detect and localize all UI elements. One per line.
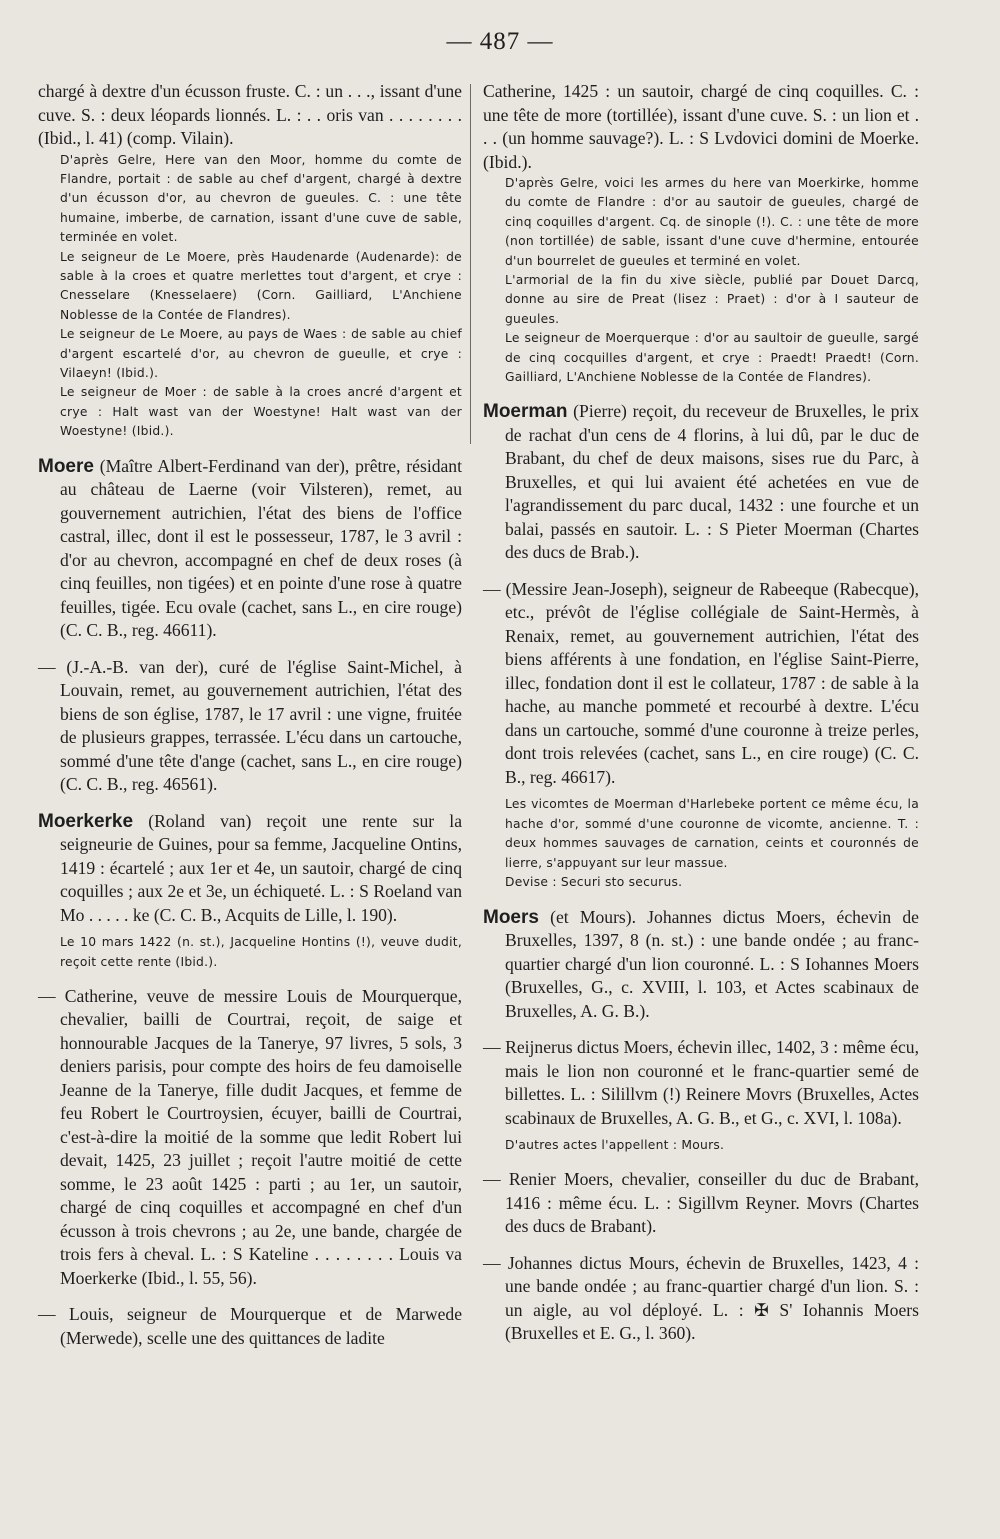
- paragraph-text: — Johannes dictus Mours, échevin de Bruxelles, 1423, 4 : une bande ondée ; au franc-quartier chargé d'un lion. S. : un aigle, au vol déployé. L. : ✠ S' Iohannis Moers (Bruxelles et E. G., l. 360).: [483, 1252, 919, 1344]
- paragraph-text: — (Messire Jean-Joseph), seigneur de Rabeeque (Rabecque), etc., prévôt de l'église collégiale de Saint-Hermès, à Renaix, remet, au gouvernement autrichien, l'état des biens afférents à une fondation, en l'église Saint-Pierre, illec, fondation dont il est le collateur, 1787 : de sable à la hache, au manche pommeté et recourbé à dextre. L'écu dans un cartouche, sommé d'une couronne à treize perles, dont trois relevées (cachet, sans L., en cire rouge) (C. C. B., reg. 46617).: [483, 578, 919, 787]
- left-column: [38, 80, 462, 1350]
- paragraph: [483, 1252, 919, 1346]
- paragraph-text: — Reijnerus dictus Moers, échevin illec, 1402, 3 : même écu, mais le lion non couronné et le franc-quartier semé de billettes. L. : Silillvm (!) Reinere Movrs (Bruxelles, Actes scabinaux de Bruxelles, A. G. B., et G., c. XVI, l. 108a).: [483, 1037, 919, 1128]
- paragraph: [505, 271, 919, 329]
- paragraph-text: D'après Gelre, Here van den Moor, homme du comte de Flandre, portait : de sable au chef d'argent, chargé à dextre d'un écusson d'or, au chevron de gueules. C. : une tête humaine, imberbe, de carnation, issant d'une cuve de sable, terminée en volet.: [60, 152, 462, 245]
- paragraph: [483, 1036, 919, 1130]
- page-number: — 487 —: [446, 28, 554, 55]
- paragraph-text: (et Mours). Johannes dictus Moers, échevin de Bruxelles, 1397, 8 (n. st.) : une bande ondée ; au franc-quartier chargé d'un lion couronné. L. : S Iohannes Moers (Bruxelles, G., c. XVIII, l. 103, et Actes scabinaux de Bruxelles, A. G. B.).: [505, 906, 919, 1021]
- paragraph: [60, 325, 462, 383]
- paragraph: [38, 656, 462, 797]
- paragraph-text: — Louis, seigneur de Mourquerque et de Marwede (Merwede), scelle une des quittances de ladite: [38, 1304, 462, 1348]
- paragraph-text: D'autres actes l'appellent : Mours.: [505, 1138, 725, 1152]
- paragraph: [483, 80, 919, 174]
- paragraph-text: (Maître Albert-Ferdinand van der), prêtre, résidant au château de Laerne (voir Vilsteren), remet, au gouvernement autrichien, l'état des biens de l'office castral, illec, dont il est le possesseur, 1787, le 3 avril : d'or au chevron, accompagné en chef de deux roses (à cinq feuilles, non tigées) et en pointe d'une rose à quatre feuilles, tigée. Ecu ovale (cachet, sans L., en cire rouge) (C. C. B., reg. 46611).: [60, 455, 462, 641]
- paragraph-text: L'armorial de la fin du xive siècle, publié par Douet Darcq, donne au sire de Preat (lisez : Praet) : d'or à I sauteur de gueules.: [505, 273, 919, 326]
- paragraph-text: Devise : Securi sto securus.: [505, 875, 683, 890]
- paragraph: [505, 329, 919, 387]
- paragraph: [505, 873, 919, 892]
- paragraph-text: Le seigneur de Le Moere, près Haudenarde (Audenarde): de sable à la croes et quatre merlettes tout d'argent, et crye : Cnesselare (Knesselaere) (Corn. Gailliard, L'Anchiene Noblesse de la Contée de Flandres).: [60, 249, 462, 322]
- paragraph: [60, 383, 462, 441]
- right-column: [483, 80, 919, 1346]
- paragraph-text: Le seigneur de Moerquerque : d'or au saultoir de gueulle, sargé de cinq cocquilles d'argent, et crye : Praedt! Praedt! (Corn. Gailliard, L'Anchiene Noblesse de la Contée de Flandres).: [505, 331, 919, 385]
- paragraph-text: Le seigneur de Le Moere, au pays de Waes : de sable au chief d'argent escartelé d'or, au chevron de gueulle, et crye : Vilaeyn! (Ibid.).: [60, 327, 462, 380]
- paragraph: [60, 933, 462, 972]
- paragraph-text: — (J.-A.-B. van der), curé de l'église Saint-Michel, à Louvain, remet, au gouvernement autrichien, l'état des biens de son église, 1787, le 17 avril : une vigne, fruitée de plusieurs grappes, terrassée. L'écu dans un cartouche, sommé d'une tête d'ange (cachet, sans L., en cire rouge) (C. C. B., reg. 46561).: [38, 656, 462, 795]
- paragraph-text: Le seigneur de Moer : de sable à la croes ancré d'argent et crye : Halt wast van der Woestyne! Halt wast van der Woestyne! (Ibid.).: [60, 385, 462, 439]
- paragraph-text: (Pierre) reçoit, du receveur de Bruxelles, le prix de rachat d'un cens de 4 florins, à lui dû, par le duc de Brabant, du chef de deux maisons, sises rue du Parc, à Bruxelles, et qui lui avaient été achetées en vue de l'agrandissement du parc ducal, 1432 : une fourche et un balai, passés en sautoir. L. : S Pieter Moerman (Chartes des ducs de Brab.).: [505, 401, 919, 563]
- paragraph: [38, 985, 462, 1291]
- paragraph: [505, 795, 919, 873]
- entry-headword: Moere: [38, 455, 94, 477]
- paragraph: [38, 1303, 462, 1350]
- entry-headword: Moerkerke: [38, 810, 134, 832]
- paragraph: [60, 248, 462, 326]
- paragraph: [505, 174, 919, 271]
- paragraph: [483, 906, 919, 1024]
- paragraph-text: chargé à dextre d'un écusson fruste. C. : un . . ., issant d'une cuve. S. : deux léopards lionnés. L. : . . oris van . . . . . . . . (Ibid., l. 41) (comp. Vilain).: [38, 81, 462, 148]
- paragraph: [483, 1168, 919, 1239]
- paragraph: [483, 578, 919, 790]
- paragraph-text: (Roland van) reçoit une rente sur la seigneurie de Guines, pour sa femme, Jacqueline Ontins, 1419 : écartelé ; aux 1er et 4e, un sautoir, chargé de cinq coquilles ; aux 2e et 3e, un échiqueté. L. : S Roeland van Mo . . . . . ke (C. C. B., Acquits de Lille, l. 190).: [60, 810, 462, 925]
- paragraph: [483, 400, 919, 565]
- paragraph: [38, 810, 462, 928]
- paragraph-text: — Renier Moers, chevalier, conseiller du duc de Brabant, 1416 : même écu. L. : Sigillvm Reyner. Movrs (Chartes des ducs de Brabant).: [483, 1169, 919, 1237]
- column-divider: [470, 84, 471, 444]
- paragraph: [60, 151, 462, 248]
- paragraph: [38, 80, 462, 151]
- paragraph: [38, 455, 462, 643]
- paragraph-text: D'après Gelre, voici les armes du here van Moerkirke, homme du comte de Flandre : d'or au sautoir de gueules, chargé de cinq coquilles d'argent. Cq. de sinople (!). C. : une tête de more (non tortillée) de sable, issant d'une cuve d'hermine, entourée d'un bourrelet de gueules et terminé en volet.: [505, 176, 919, 268]
- paragraph-text: — Catherine, veuve de messire Louis de Mourquerque, chevalier, bailli de Courtrai, reçoit, de saige et honnourable Jacques de la Tanerye, 97 livres, 5 sols, 3 deniers parisis, pour compte des hoirs de feu damoiselle Jeanne de la Tanerye, fille dudit Jacques, et femme de feu Robert le Courtroysien, écuyer, bailli de Courtrai, c'est-à-dire la moitié de la somme que ledit Robert lui devait, 1425, 23 juillet ; reçoit l'autre moitié de cette somme, le 23 août 1425 : parti ; au 1er, un sautoir, chargé de cinq coquilles et accompagné en chef d'un écusson à trois chevrons ; au 2e, une bande, chargée de trois fers à cheval. L. : S Kateline . . . . . . . . Louis va Moerkerke (Ibid., l. 55, 56).: [38, 985, 462, 1288]
- paragraph-text: Le 10 mars 1422 (n. st.), Jacqueline Hontins (!), veuve dudit, reçoit cette rente (Ibid.).: [60, 935, 462, 969]
- entry-headword: Moers: [483, 906, 539, 928]
- paragraph-text: Catherine, 1425 : un sautoir, chargé de cinq coquilles. C. : une tête de more (tortillée), issant d'une cuve. S. : un lion et . . . (un homme sauvage?). L. : S Lvdovici domini de Moerke. (Ibid.).: [483, 81, 919, 172]
- entry-headword: Moerman: [483, 401, 568, 423]
- paragraph-text: Les vicomtes de Moerman d'Harlebeke portent ce même écu, la hache d'or, sommé d'une couronne de vicomte, ancienne. T. : deux hommes sauvages de carnation, ceints et couronnés de lierre, s'appuyant sur leur massue.: [505, 797, 919, 870]
- paragraph: [505, 1136, 919, 1155]
